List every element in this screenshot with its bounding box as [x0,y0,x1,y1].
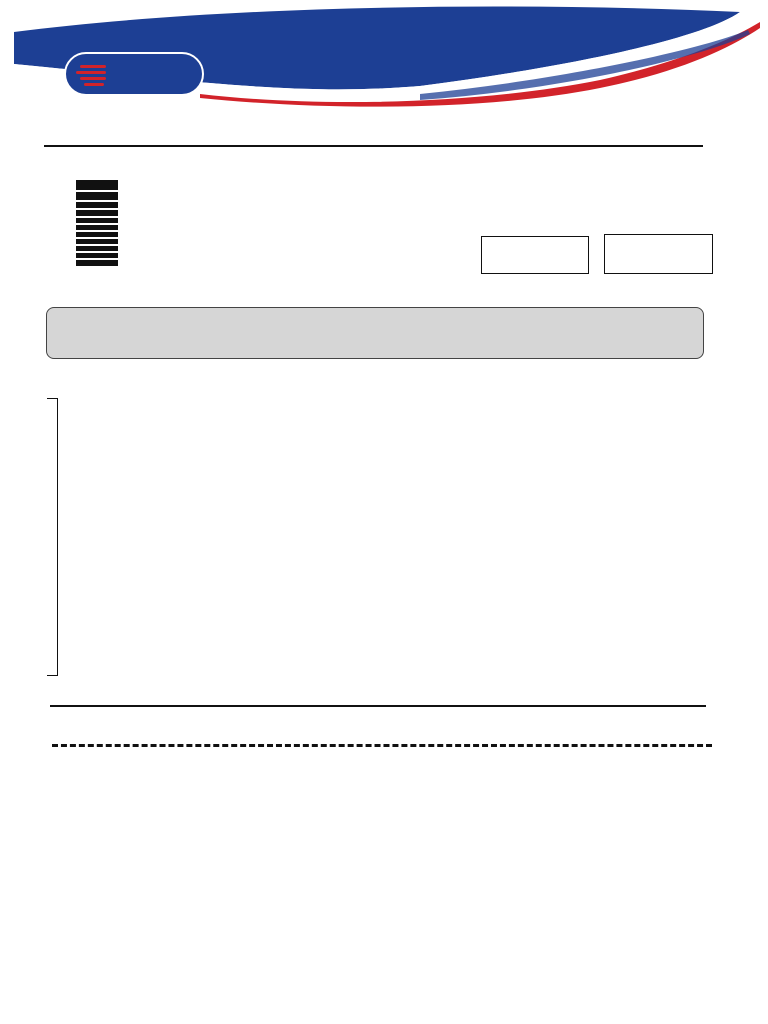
tim-logo [64,52,204,96]
auth-bracket [47,398,58,676]
postal-barcode [118,162,288,178]
tim-logo-mark [64,52,204,96]
payment-barcode [118,248,398,272]
due-date-box [481,236,589,274]
cut-line [52,744,712,751]
notice-box [46,307,704,359]
header-rule [44,145,703,147]
stub-rule [50,705,706,707]
value-box [604,234,713,274]
mail-code-block [76,180,118,268]
